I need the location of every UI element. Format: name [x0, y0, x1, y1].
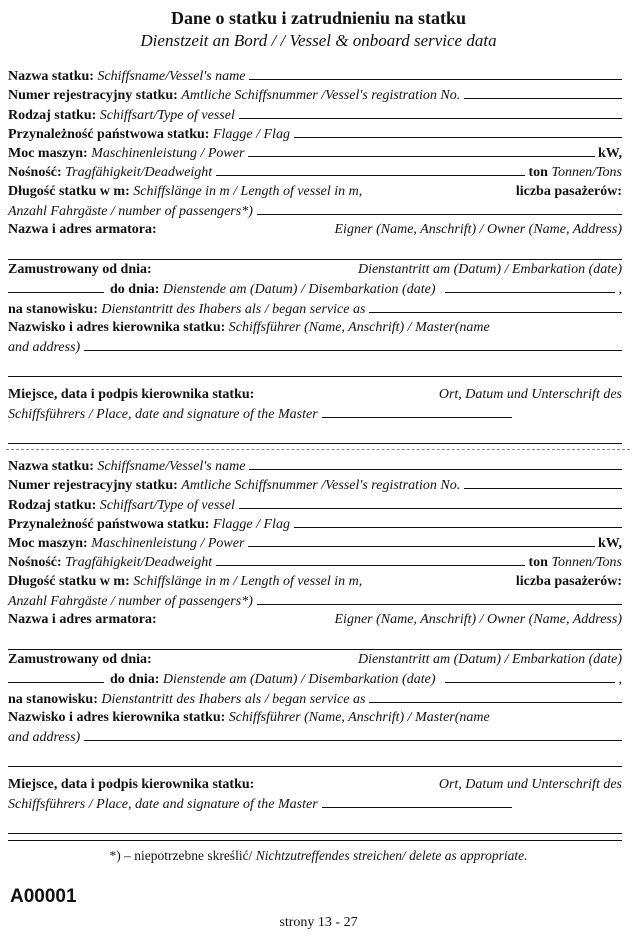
- vessel-type-field[interactable]: [239, 105, 622, 119]
- deadweight-field[interactable]: [216, 162, 525, 176]
- length-passengers-field[interactable]: [257, 591, 622, 605]
- owner-row: Nazwa i adres armatora: Eigner (Name, Anschrift) / Owner (Name, Address): [8, 220, 622, 239]
- disembarkation-row: do dnia: Dienstende am (Datum) / Disembarkation (date) ,: [8, 279, 622, 298]
- owner-field[interactable]: [8, 240, 622, 260]
- vessel-type-row: Rodzaj statku: Schiffsart/Type of vessel: [8, 105, 622, 124]
- registration-row: Numer rejestracyjny statku: Amtliche Schiffsnummer /Vessel's registration No.: [8, 85, 622, 104]
- registration-label: Numer rejestracyjny statku:: [8, 88, 178, 104]
- master-field-2[interactable]: [8, 356, 622, 376]
- embarkation-row: Zamustrowany od dnia: Dienstantritt am (Datum) / Embarkation (date): [8, 260, 622, 279]
- embarkation-row: Zamustrowany od dnia: Dienstantritt am (Datum) / Embarkation (date): [8, 650, 622, 669]
- embarkation-field[interactable]: [8, 279, 104, 293]
- length-row: Długość statku w m: Schiffslänge in m / Length of vessel in m, liczba pasażerów:: [8, 182, 622, 201]
- signature-row-2: Schiffsführers / Place, date and signature of the Master: [8, 794, 622, 813]
- form-title: Dane o statku i zatrudnieniu na statku: [170, 8, 467, 28]
- power-field[interactable]: [248, 143, 595, 157]
- vessel-name-label: Nazwa statku:: [8, 459, 94, 474]
- power-label: Moc maszyn:: [8, 146, 88, 162]
- master-label: Nazwisko i adres kierownika statku:: [8, 319, 226, 335]
- registration-label: Numer rejestracyjny statku:: [8, 478, 178, 494]
- disembarkation-label: do dnia:: [110, 672, 160, 688]
- length-row: Długość statku w m: Schiffslänge in m / Length of vessel in m, liczba pasażerów:: [8, 572, 622, 591]
- power-row: Moc maszyn: Maschinenleistung / Power kW,: [8, 533, 622, 552]
- footnote: *) – niepotrzebne skreślić/ Nichtzutreffendes streichen/ delete as appropriate.: [109, 848, 528, 863]
- owner-label: Nazwa i adres armatora:: [8, 612, 157, 628]
- page-range: strony 13 - 27: [279, 915, 358, 930]
- master-field[interactable]: [84, 727, 622, 741]
- signature-row: Miejsce, data i podpis kierownika statku: Ort, Datum und Unterschrift des: [8, 775, 622, 794]
- length-label: Długość statku w m:: [8, 183, 130, 199]
- registration-field[interactable]: [464, 85, 622, 99]
- master-row: Nazwisko i adres kierownika statku: Schiffsführer (Name, Anschrift) / Master(name: [8, 708, 622, 727]
- master-row-2: and address): [8, 337, 622, 356]
- disembarkation-field[interactable]: [445, 279, 615, 293]
- form-subtitle: Dienstzeit an Bord / / Vessel & onboard service data: [140, 31, 497, 50]
- flag-label: Przynależność państwowa statku:: [8, 516, 210, 532]
- vessel-type-label: Rodzaj statku:: [8, 497, 97, 513]
- length-label: Długość statku w m:: [8, 573, 130, 589]
- position-row: na stanowisku: Dienstantritt des Ihabers als / began service as: [8, 689, 622, 708]
- deadweight-row: Nośność: Tragfähigkeit/Deadweight ton Tonnen/Tons: [8, 162, 622, 181]
- deadweight-unit: ton: [528, 555, 548, 571]
- deadweight-unit: ton: [528, 165, 548, 181]
- vessel-type-field[interactable]: [239, 495, 622, 509]
- footnote-rule: [8, 840, 622, 841]
- signature-field-2[interactable]: [8, 423, 622, 443]
- master-field-2[interactable]: [8, 746, 622, 766]
- embarkation-label: Zamustrowany od dnia:: [8, 261, 152, 277]
- signature-row-2: Schiffsführers / Place, date and signature of the Master: [8, 404, 622, 423]
- signature-field[interactable]: [322, 794, 512, 808]
- vessel-type-label: Rodzaj statku:: [8, 107, 97, 123]
- deadweight-field[interactable]: [216, 552, 525, 566]
- power-unit: kW,: [597, 146, 622, 162]
- flag-field[interactable]: [294, 124, 622, 138]
- position-field[interactable]: [369, 299, 622, 313]
- master-row: Nazwisko i adres kierownika statku: Schiffsführer (Name, Anschrift) / Master(name: [8, 318, 622, 337]
- power-row: Moc maszyn: Maschinenleistung / Power kW,: [8, 143, 622, 162]
- form-code: A00001: [10, 886, 77, 907]
- flag-field[interactable]: [294, 514, 622, 528]
- position-label: na stanowisku:: [8, 691, 98, 707]
- vessel-type-row: Rodzaj statku: Schiffsart/Type of vessel: [8, 495, 622, 514]
- power-field[interactable]: [248, 533, 595, 547]
- master-label: Nazwisko i adres kierownika statku:: [8, 709, 226, 725]
- vessel-name-label: Nazwa statku:: [8, 69, 94, 84]
- passengers-row: Anzahl Fahrgäste / number of passengers*): [8, 591, 622, 610]
- embarkation-label: Zamustrowany od dnia:: [8, 651, 152, 667]
- disembarkation-row: do dnia: Dienstende am (Datum) / Disembarkation (date) ,: [8, 669, 622, 688]
- signature-label: Miejsce, data i podpis kierownika statku:: [8, 386, 255, 402]
- signature-row: Miejsce, data i podpis kierownika statku: Ort, Datum und Unterschrift des: [8, 385, 622, 404]
- vessel-section-2: [8, 456, 622, 834]
- owner-row: Nazwa i adres armatora: Eigner (Name, Anschrift) / Owner (Name, Address): [8, 610, 622, 629]
- position-label: na stanowisku:: [8, 301, 98, 317]
- passengers-row: Anzahl Fahrgäste / number of passengers*): [8, 201, 622, 220]
- deadweight-row: Nośność: Tragfähigkeit/Deadweight ton Tonnen/Tons: [8, 552, 622, 571]
- power-label: Moc maszyn:: [8, 536, 88, 552]
- section-divider: [6, 449, 630, 450]
- owner-field[interactable]: [8, 630, 622, 650]
- registration-field[interactable]: [464, 475, 622, 489]
- signature-field[interactable]: [322, 404, 512, 418]
- passengers-label: liczba pasażerów:: [515, 573, 622, 589]
- length-passengers-field[interactable]: [257, 201, 622, 215]
- vessel-name-row: Nazwa statku: Schiffsname/Vessel's name: [8, 66, 622, 85]
- signature-field-2[interactable]: [8, 813, 622, 833]
- flag-row: Przynależność państwowa statku: Flagge / Flag: [8, 514, 622, 533]
- passengers-label: liczba pasażerów:: [515, 183, 622, 199]
- deadweight-label: Nośność:: [8, 165, 62, 181]
- flag-row: Przynależność państwowa statku: Flagge / Flag: [8, 124, 622, 143]
- embarkation-field[interactable]: [8, 669, 104, 683]
- vessel-name-field[interactable]: [249, 456, 622, 470]
- signature-label: Miejsce, data i podpis kierownika statku:: [8, 776, 255, 792]
- position-field[interactable]: [369, 689, 622, 703]
- position-row: na stanowisku: Dienstantritt des Ihabers als / began service as: [8, 299, 622, 318]
- vessel-name-row: Nazwa statku: Schiffsname/Vessel's name: [8, 456, 622, 475]
- deadweight-label: Nośność:: [8, 555, 62, 571]
- flag-label: Przynależność państwowa statku:: [8, 126, 210, 142]
- vessel-name-field[interactable]: [249, 66, 622, 80]
- registration-row: Numer rejestracyjny statku: Amtliche Schiffsnummer /Vessel's registration No.: [8, 475, 622, 494]
- owner-label: Nazwa i adres armatora:: [8, 222, 157, 238]
- power-unit: kW,: [597, 536, 622, 552]
- disembarkation-label: do dnia:: [110, 282, 160, 298]
- disembarkation-field[interactable]: [445, 669, 615, 683]
- master-row-2: and address): [8, 727, 622, 746]
- master-field[interactable]: [84, 337, 622, 351]
- vessel-section-1: [8, 66, 622, 444]
